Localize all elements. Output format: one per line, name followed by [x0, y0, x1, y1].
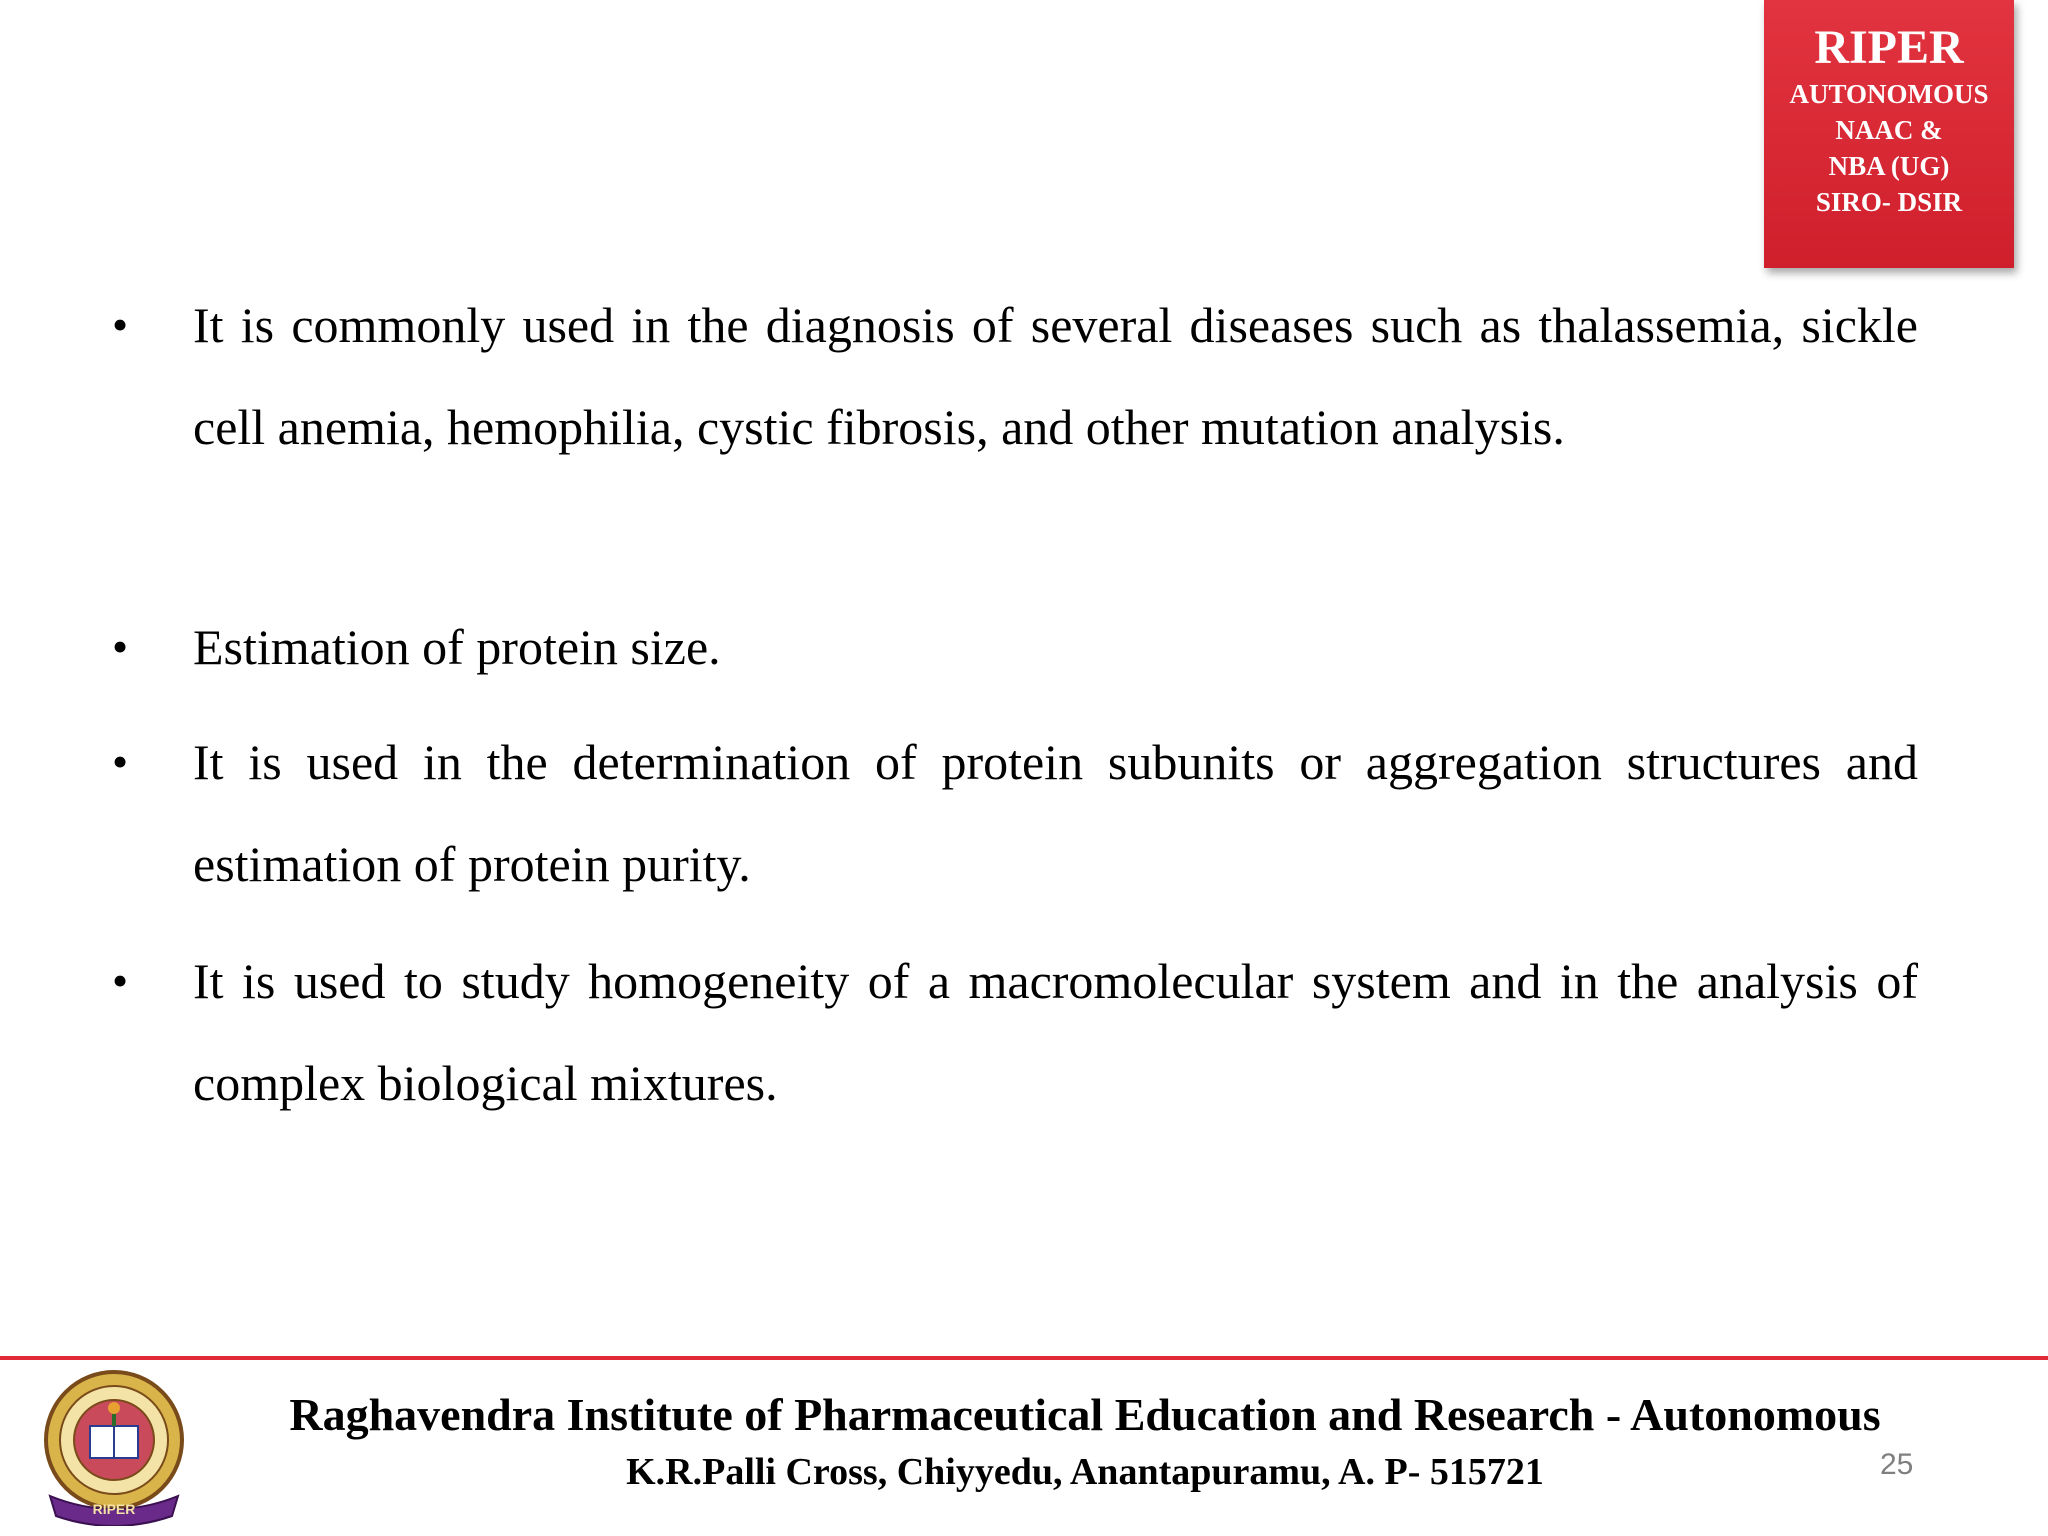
institution-address: K.R.Palli Cross, Chiyyedu, Anantapuramu, A. P- 515721: [626, 1451, 1544, 1493]
badge-title: RIPER: [1814, 21, 1964, 74]
badge-line: NAAC &: [1835, 115, 1943, 145]
institution-logo: [40, 1366, 188, 1526]
bullet-icon: •: [112, 621, 129, 672]
badge-line: AUTONOMOUS: [1789, 79, 1989, 109]
bullet-text: It is used to study homogeneity of a macromolecular system and in the analysis of complex biological mixtures.: [193, 953, 1918, 1111]
bullet-icon: •: [112, 955, 129, 1006]
page-number: 25: [1880, 1448, 1914, 1481]
bullet-icon: •: [112, 736, 129, 787]
institution-name: Raghavendra Institute of Pharmaceutical Education and Research - Autonomous: [289, 1389, 1881, 1440]
logo-text: RIPER: [92, 1501, 136, 1517]
badge-line: SIRO- DSIR: [1815, 187, 1963, 217]
bullet-text: Estimation of protein size.: [193, 619, 721, 675]
accreditation-badge: [1764, 0, 2014, 268]
bullet-icon: •: [112, 299, 129, 350]
badge-line: NBA (UG): [1828, 151, 1950, 181]
bullet-text: It is used in the determination of protein subunits or aggregation structures and estimation of protein purity.: [193, 734, 1918, 892]
footer-divider: [0, 1356, 2048, 1360]
bullet-text: It is commonly used in the diagnosis of several diseases such as thalassemia, sickle cell anemia, hemophilia, cystic fibrosis, and other mutation analysis.: [193, 297, 1918, 455]
